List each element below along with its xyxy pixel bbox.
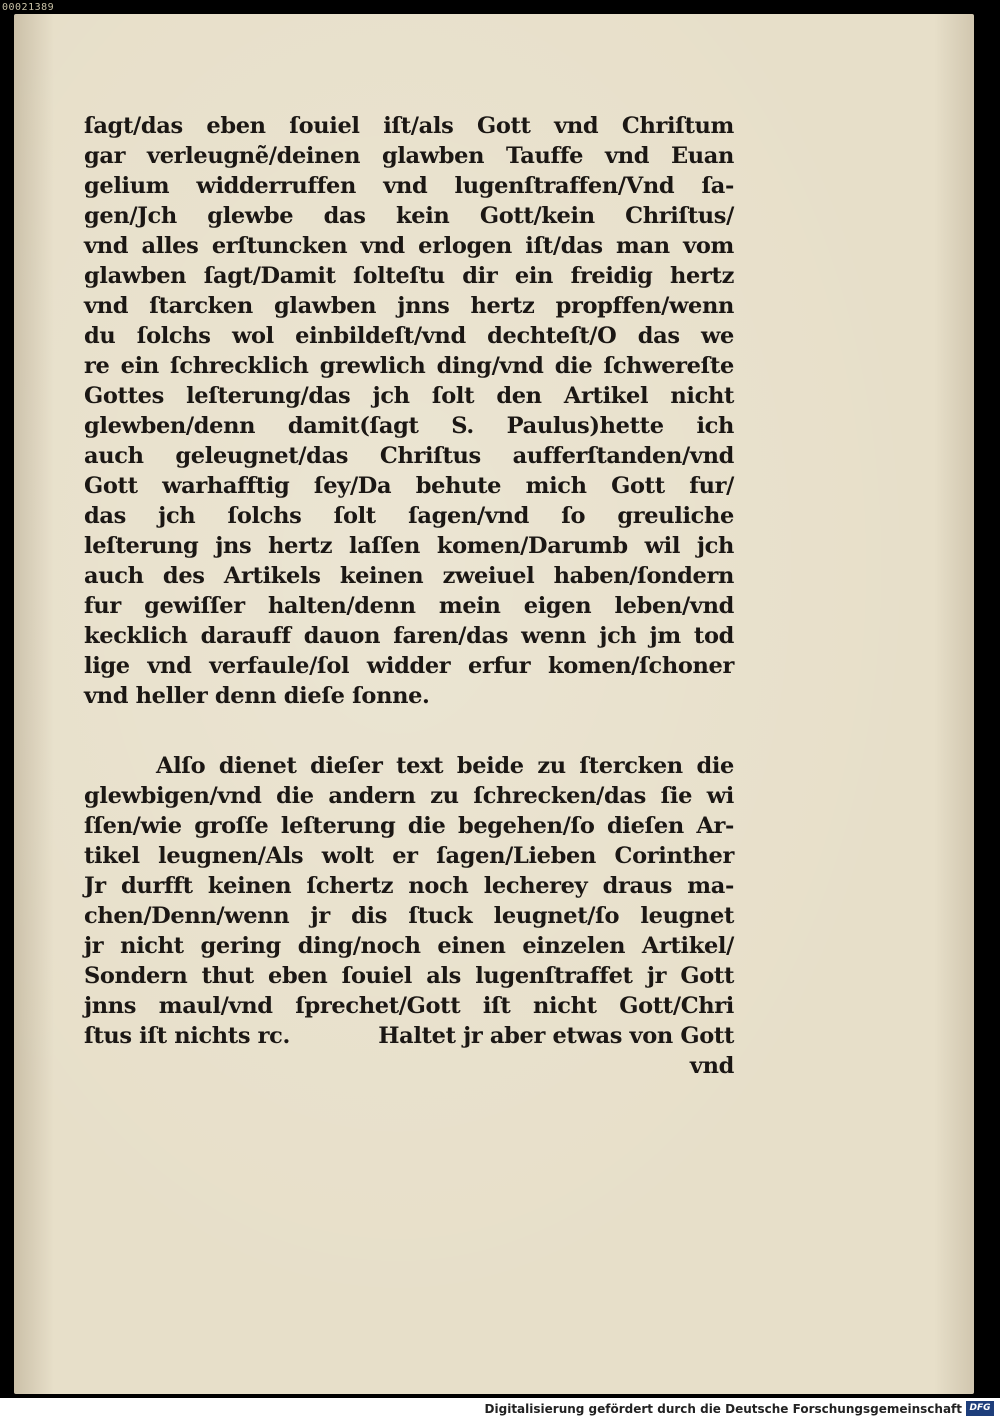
text-line: lige vnd verfaule/ſol widder erfur komen/ſchoner bbox=[84, 653, 734, 679]
page-text bbox=[84, 111, 734, 1081]
text-line: leſterung jns hertz laſſen komen/Darumb wil jch bbox=[84, 533, 734, 559]
text-line: tikel leugnen/Als wolt er ſagen/Lieben Corinther bbox=[84, 843, 734, 869]
text-line: jnns maul/vnd ſprechet/Gott iſt nicht Gott/Chri bbox=[84, 993, 734, 1019]
funding-credit: Digitalisierung gefördert durch die Deutsche Forschungsgemeinschaft bbox=[484, 1402, 962, 1416]
text-line: auch des Artikels keinen zweiuel haben/ſondern bbox=[84, 563, 734, 589]
text-line: Gott warhafftig ſey/Da behute mich Gott fur/ bbox=[84, 473, 734, 499]
text-line: chen/Denn/wenn jr dis ſtuck leugnet/ſo leugnet bbox=[84, 903, 734, 929]
text-line: auch geleugnet/das Chriſtus aufferſtanden/vnd bbox=[84, 443, 734, 469]
text-line: fur gewiſſer halten/denn mein eigen leben/vnd bbox=[84, 593, 734, 619]
text-line-split bbox=[84, 1021, 734, 1051]
catchword: vnd bbox=[689, 1053, 734, 1079]
text-line: Sondern thut eben ſouiel als lugenſtraffet jr Gott bbox=[84, 963, 734, 989]
text-line: gen/Jch glewbe das kein Gott/kein Chriſtus/ bbox=[84, 203, 734, 229]
text-line: glewbigen/vnd die andern zu ſchrecken/das ſie wi bbox=[84, 783, 734, 809]
text-line: jr nicht gering ding/noch einen einzelen Artikel/ bbox=[84, 933, 734, 959]
footer-bar bbox=[0, 1398, 1000, 1420]
text-line: ſagt/das eben ſouiel iſt/als Gott vnd Chriſtum bbox=[84, 113, 734, 139]
text-line: gelium widderruffen vnd lugenſtraffen/Vnd ſa- bbox=[84, 173, 734, 199]
text-line: Alſo dienet dieſer text beide zu ſtercken die bbox=[156, 753, 734, 779]
text-line-left: ſtus iſt nichts rc. bbox=[84, 1023, 290, 1049]
text-line: das jch ſolchs ſolt ſagen/vnd ſo greuliche bbox=[84, 503, 734, 529]
dfg-logo-icon: DFG bbox=[966, 1401, 994, 1416]
text-line: re ein ſchrecklich grewlich ding/vnd die ſchwereſte bbox=[84, 353, 734, 379]
text-line: Gottes leſterung/das jch ſolt den Artikel nicht bbox=[84, 383, 734, 409]
text-line: vnd heller denn dieſe ſonne. bbox=[84, 683, 430, 709]
text-line: gar verleugnẽ/deinen glawben Tauffe vnd Euan bbox=[84, 143, 734, 169]
text-line: ſſen/wie groſſe leſterung die begehen/ſo dieſen Ar- bbox=[84, 813, 734, 839]
text-line: glewben/denn damit(ſagt S. Paulus)hette ich bbox=[84, 413, 734, 439]
text-line: vnd ſtarcken glawben jnns hertz propffen/wenn bbox=[84, 293, 734, 319]
paragraph-gap bbox=[84, 711, 734, 751]
book-page bbox=[14, 14, 974, 1394]
text-line: Jr durfft keinen ſchertz noch lecherey draus ma- bbox=[84, 873, 734, 899]
text-line: kecklich darauff dauon faren/das wenn jch jm tod bbox=[84, 623, 734, 649]
text-line: du ſolchs wol einbildeſt/vnd dechteſt/O das we bbox=[84, 323, 734, 349]
text-line: vnd alles erſtuncken vnd erlogen iſt/das man vom bbox=[84, 233, 734, 259]
scan-id-label: 00021389 bbox=[2, 2, 55, 13]
text-line: glawben ſagt/Damit ſolteſtu dir ein freidig hertz bbox=[84, 263, 734, 289]
text-line-right: Haltet jr aber etwas von Gott bbox=[378, 1023, 734, 1049]
